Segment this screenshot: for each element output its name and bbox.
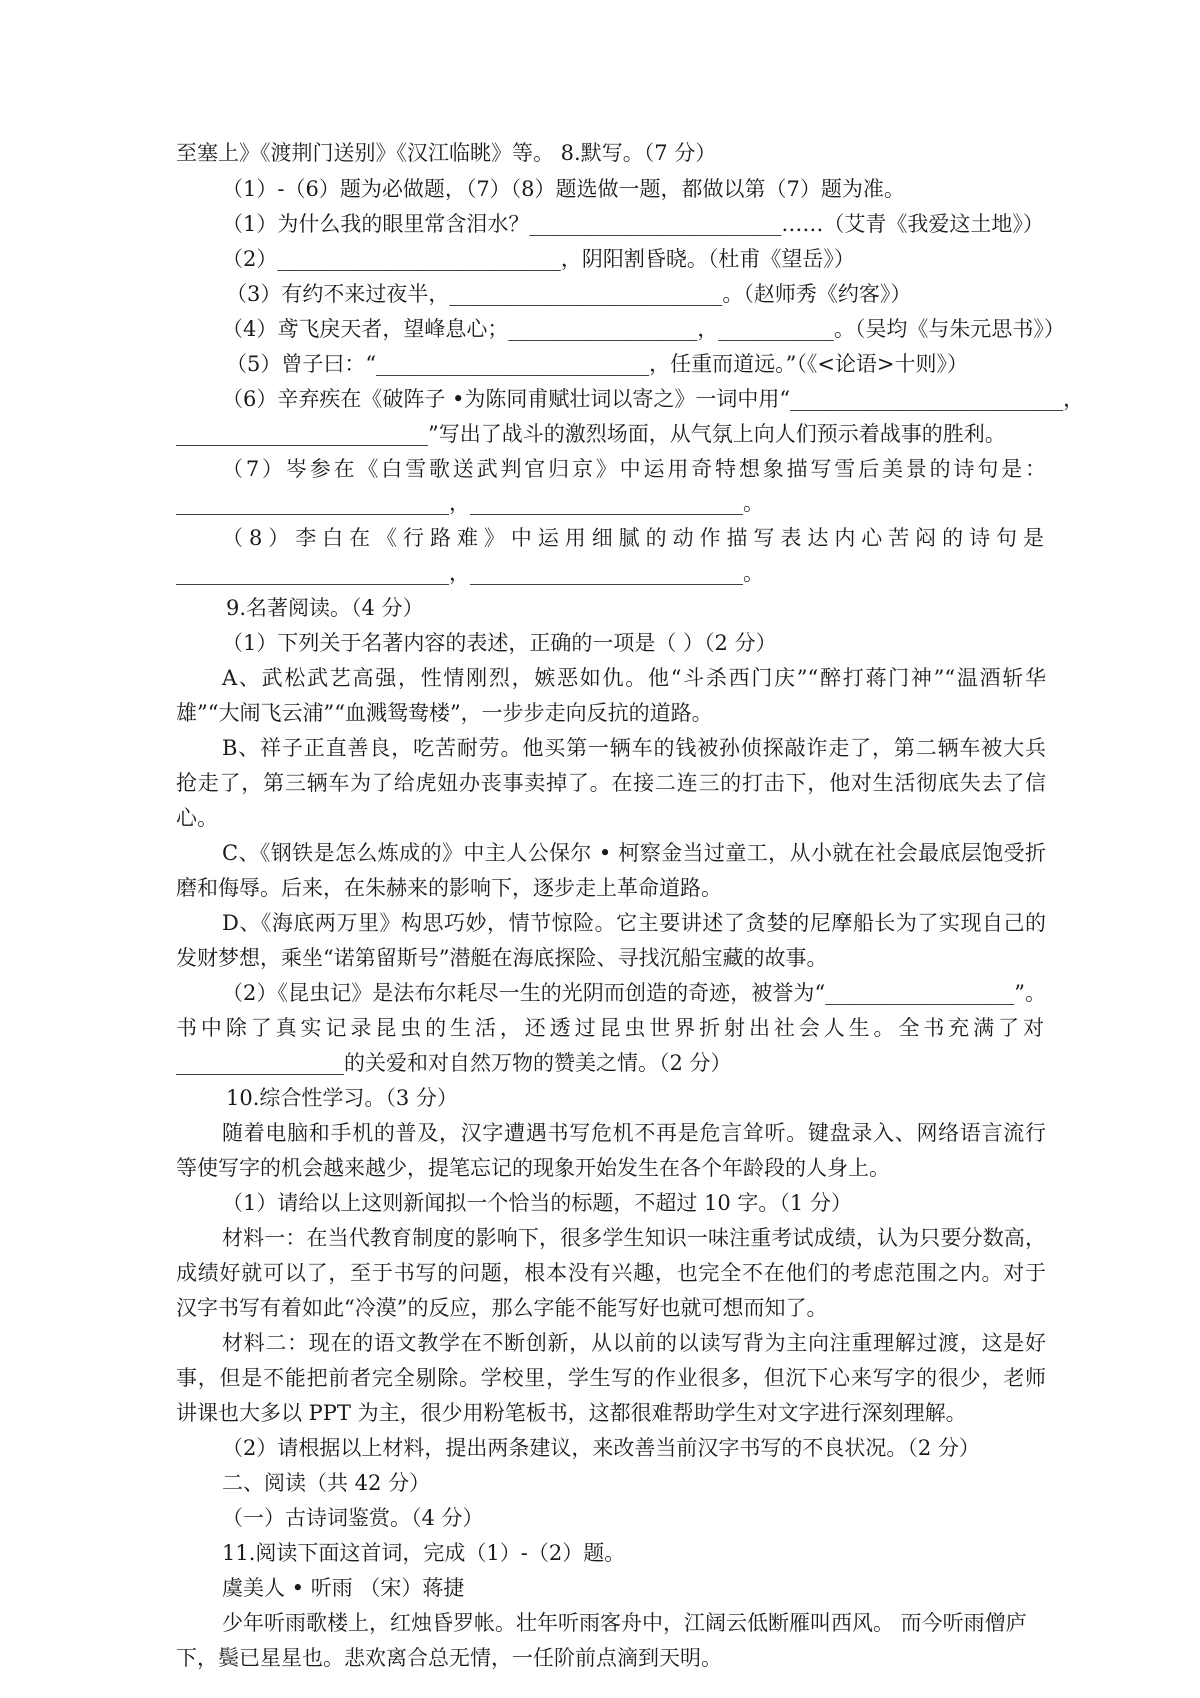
text-line: （1）请给以上这则新闻拟一个恰当的标题，不超过 10 字。（1 分） bbox=[222, 1191, 852, 1215]
text-line: 等使写字的机会越来越少，提笔忘记的现象开始发生在各个年龄段的人身上。 bbox=[176, 1156, 890, 1180]
text-line: （2）___________________________，阴阳割昏晓。（杜甫《望岳》） bbox=[222, 247, 855, 271]
text-line: ________________________”写出了战斗的激烈场面，从气氛上向人们预示着战事的胜利。 bbox=[176, 422, 1006, 446]
poem-line: 少年听雨歌楼上，红烛昏罗帐。壮年听雨客舟中，江阔云低断雁叫西风。 而今听雨僧庐 bbox=[222, 1611, 1027, 1635]
text-line: 至塞上》《渡荆门送别》《汉江临眺》等。 8.默写。（7 分） bbox=[176, 141, 717, 165]
text-line: （2）《昆虫记》是法布尔耗尽一生的光阴而创造的奇迹，被誉为“__________________”。 bbox=[222, 981, 1046, 1005]
text-line: 讲课也大多以 PPT 为主，很少用粉笔板书，这都很难帮助学生对文字进行深刻理解。 bbox=[176, 1401, 967, 1425]
text-line: 11.阅读下面这首词，完成（1）-（2）题。 bbox=[222, 1541, 626, 1565]
text-line: 材料一：在当代教育制度的影响下，很多学生知识一味注重考试成绩，认为只要分数高， bbox=[222, 1226, 1046, 1250]
text-line: 雄”“大闹飞云浦”“血溅鸳鸯楼”，一步步走向反抗的道路。 bbox=[176, 701, 713, 725]
text-line: 随着电脑和手机的普及，汉字遭遇书写危机不再是危言耸听。键盘录入、网络语言流行 bbox=[222, 1121, 1046, 1145]
text-line: 发财梦想，乘坐“诺第留斯号”潜艇在海底探险、寻找沉船宝藏的故事。 bbox=[176, 946, 828, 970]
text-line: （1）下列关于名著内容的表述，正确的一项是（ ）（2 分） bbox=[222, 631, 777, 655]
text-line: D、《海底两万里》构思巧妙，情节惊险。它主要讲述了贪婪的尼摩船长为了实现自己的 bbox=[222, 911, 1046, 935]
text-line: 磨和侮辱。后来，在朱赫来的影响下，逐步走上革命道路。 bbox=[176, 876, 722, 900]
text-line: 书中除了真实记录昆虫的生活，还透过昆虫世界折射出社会人生。全书充满了对 bbox=[176, 1016, 1046, 1040]
text-line: （8）李白在《行路难》中运用细腻的动作描写表达内心苦闷的诗句是 bbox=[222, 526, 1046, 550]
text-line: 汉字书写有着如此“冷漠”的反应，那么字能不能写好也就可想而知了。 bbox=[176, 1296, 828, 1320]
text-line: 心。 bbox=[176, 806, 218, 830]
text-line: （7）岑参在《白雪歌送武判官归京》中运用奇特想象描写雪后美景的诗句是： bbox=[222, 457, 1046, 481]
text-line: （2）请根据以上材料，提出两条建议，来改善当前汉字书写的不良状况。（2 分） bbox=[222, 1436, 980, 1460]
section-heading: 10.综合性学习。（3 分） bbox=[226, 1086, 458, 1110]
text-line: （5）曾子曰：“__________________________，任重而道远。”（《<论语>十则》） bbox=[226, 352, 969, 376]
section-heading: 二、阅读（共 42 分） bbox=[222, 1471, 431, 1495]
text-line: （3）有约不来过夜半，__________________________。（赵师秀《约客》） bbox=[226, 282, 912, 306]
text-line: B、祥子正直善良，吃苦耐劳。他买第一辆车的钱被孙侦探敲诈走了，第二辆车被大兵 bbox=[222, 736, 1046, 760]
text-line: 抢走了，第三辆车为了给虎妞办丧事卖掉了。在接二连三的打击下，他对生活彻底失去了信 bbox=[176, 771, 1046, 795]
text-line: 成绩好就可以了，至于书写的问题，根本没有兴趣，也完全不在他们的考虑范围之内。对于 bbox=[176, 1261, 1046, 1285]
text-line: 材料二：现在的语文教学在不断创新，从以前的以读写背为主向注重理解过渡，这是好 bbox=[222, 1331, 1046, 1355]
text-line: A、武松武艺高强，性情刚烈，嫉恶如仇。他“斗杀西门庆”“醉打蒋门神”“温酒斩华 bbox=[222, 666, 1046, 690]
poem-title: 虞美人 • 听雨 （宋）蒋捷 bbox=[222, 1576, 465, 1600]
text-line: （1）-（6）题为必做题，（7）（8）题选做一题，都做以第（7）题为准。 bbox=[222, 177, 905, 201]
text-line: __________________________，__________________________。 bbox=[176, 561, 764, 585]
text-line: 事，但是不能把前者完全剔除。学校里，学生写的作业很多，但沉下心来写字的很少，老师 bbox=[176, 1366, 1046, 1390]
text-line: （4）鸢飞戾天者，望峰息心；__________________，___________。（吴均《与朱元思书》） bbox=[222, 317, 1065, 341]
text-line: （6）辛弃疾在《破阵子 •为陈同甫赋壮词以寄之》一词中用“__________________________， bbox=[222, 387, 1085, 411]
text-line: C、《钢铁是怎么炼成的》中主人公保尔 • 柯察金当过童工，从小就在社会最底层饱受折 bbox=[222, 841, 1046, 865]
section-heading: （一）古诗词鉴赏。（4 分） bbox=[222, 1506, 484, 1530]
section-heading: 9.名著阅读。（4 分） bbox=[226, 596, 424, 620]
text-line: __________________________，__________________________。 bbox=[176, 491, 764, 515]
text-line: （1）为什么我的眼里常含泪水？________________________……（艾青《我爱这土地》） bbox=[222, 212, 1044, 236]
poem-line: 下，鬓已星星也。悲欢离合总无情，一任阶前点滴到天明。 bbox=[176, 1646, 722, 1670]
text-line: ________________的关爱和对自然万物的赞美之情。（2 分） bbox=[176, 1051, 732, 1075]
